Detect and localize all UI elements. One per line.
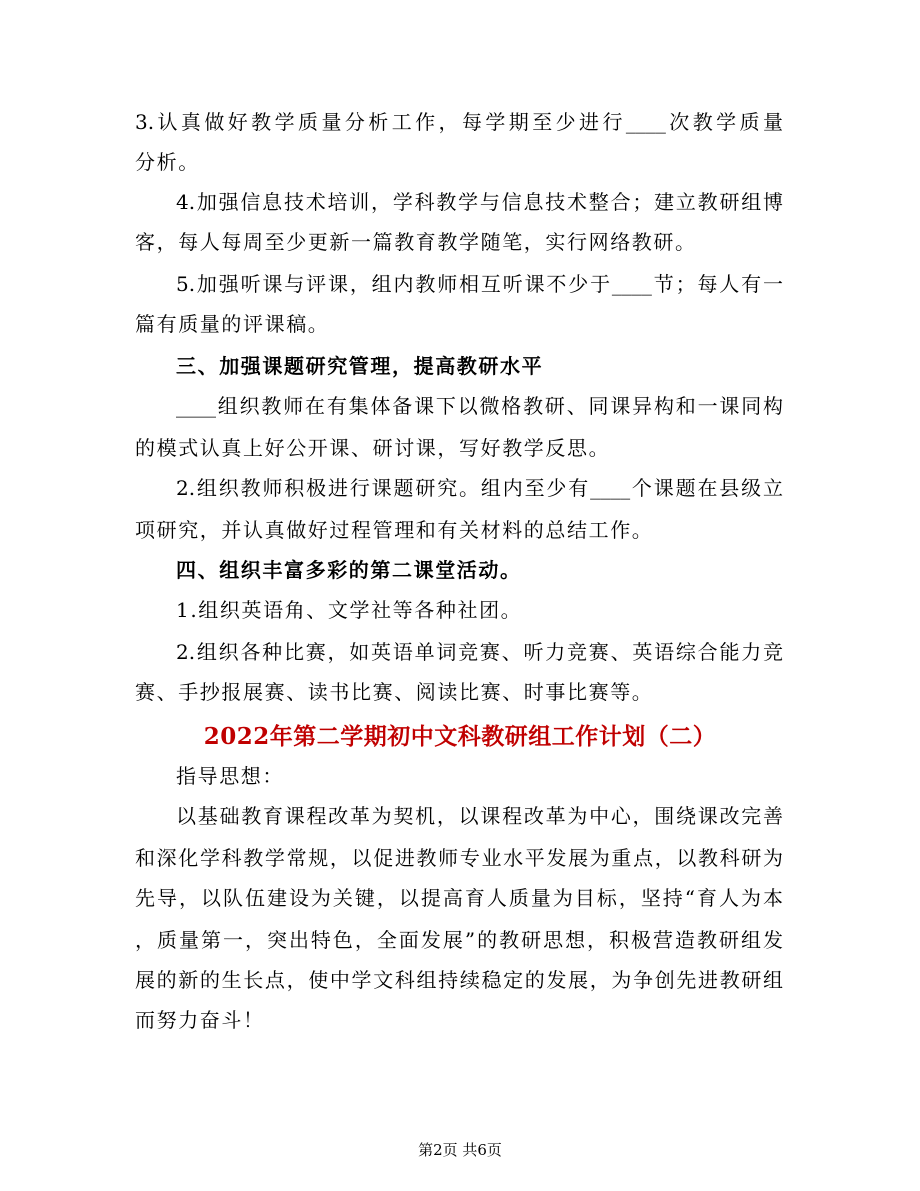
section-3-para-1-line-2: 的模式认真上好公开课、研讨课，写好教学反思。 [135, 436, 611, 460]
section-3-heading: 三、加强课题研究管理，提高教研水平 [176, 354, 544, 378]
section-3-item-2-line-1: 2.组织教师积极进行课题研究。组内至少有____个课题在县级立 [176, 476, 783, 500]
document-title: 2022年第二学期初中文科教研组工作计划（二） [203, 723, 717, 750]
guiding-para-line-2: 和深化学科教学常规，以促进教师专业水平发展为重点，以教科研为 [135, 846, 783, 870]
guiding-para-line-4: ，质量第一，突出特色，全面发展”的教研思想，积极营造教研组发 [135, 928, 783, 952]
section-4-item-2-line-2: 赛、手抄报展赛、读书比赛、阅读比赛、时事比赛等。 [135, 680, 654, 704]
guiding-para-line-1: 以基础教育课程改革为契机，以课程改革为中心，围绕课改完善 [176, 804, 783, 828]
item-4-line-2: 客，每人每周至少更新一篇教育教学随笔，实行网络教研。 [135, 230, 697, 254]
guiding-para-line-3: 先导，以队伍建设为关键，以提高育人质量为目标，坚持“育人为本 [135, 886, 783, 910]
item-5-line-2: 篇有质量的评课稿。 [135, 312, 330, 336]
section-4-item-2-line-1: 2.组织各种比赛，如英语单词竞赛、听力竞赛、英语综合能力竞 [176, 640, 783, 664]
section-4-heading: 四、组织丰富多彩的第二课堂活动。 [176, 558, 522, 582]
section-3-item-2-line-2: 项研究，并认真做好过程管理和有关材料的总结工作。 [135, 518, 654, 542]
page-footer: 第2页 共6页 [418, 1141, 502, 1159]
item-3-line-2: 分析。 [135, 150, 200, 174]
guiding-para-line-5: 展的新的生长点，使中学文科组持续稳定的发展，为争创先进教研组 [135, 968, 783, 992]
section-4-item-1: 1.组织英语角、文学社等各种社团。 [176, 598, 523, 622]
item-4-line-1: 4.加强信息技术培训，学科教学与信息技术整合；建立教研组博 [176, 190, 783, 214]
section-3-para-1-line-1: ____组织教师在有集体备课下以微格教研、同课异构和一课同构 [176, 394, 783, 418]
guiding-para-line-6: 而努力奋斗！ [135, 1008, 265, 1032]
item-5-line-1: 5.加强听课与评课，组内教师相互听课不少于____节；每人有一 [176, 272, 783, 296]
guiding-thought-label: 指导思想： [176, 764, 284, 788]
item-3-line-1: 3.认真做好教学质量分析工作，每学期至少进行____次教学质量 [135, 110, 783, 134]
